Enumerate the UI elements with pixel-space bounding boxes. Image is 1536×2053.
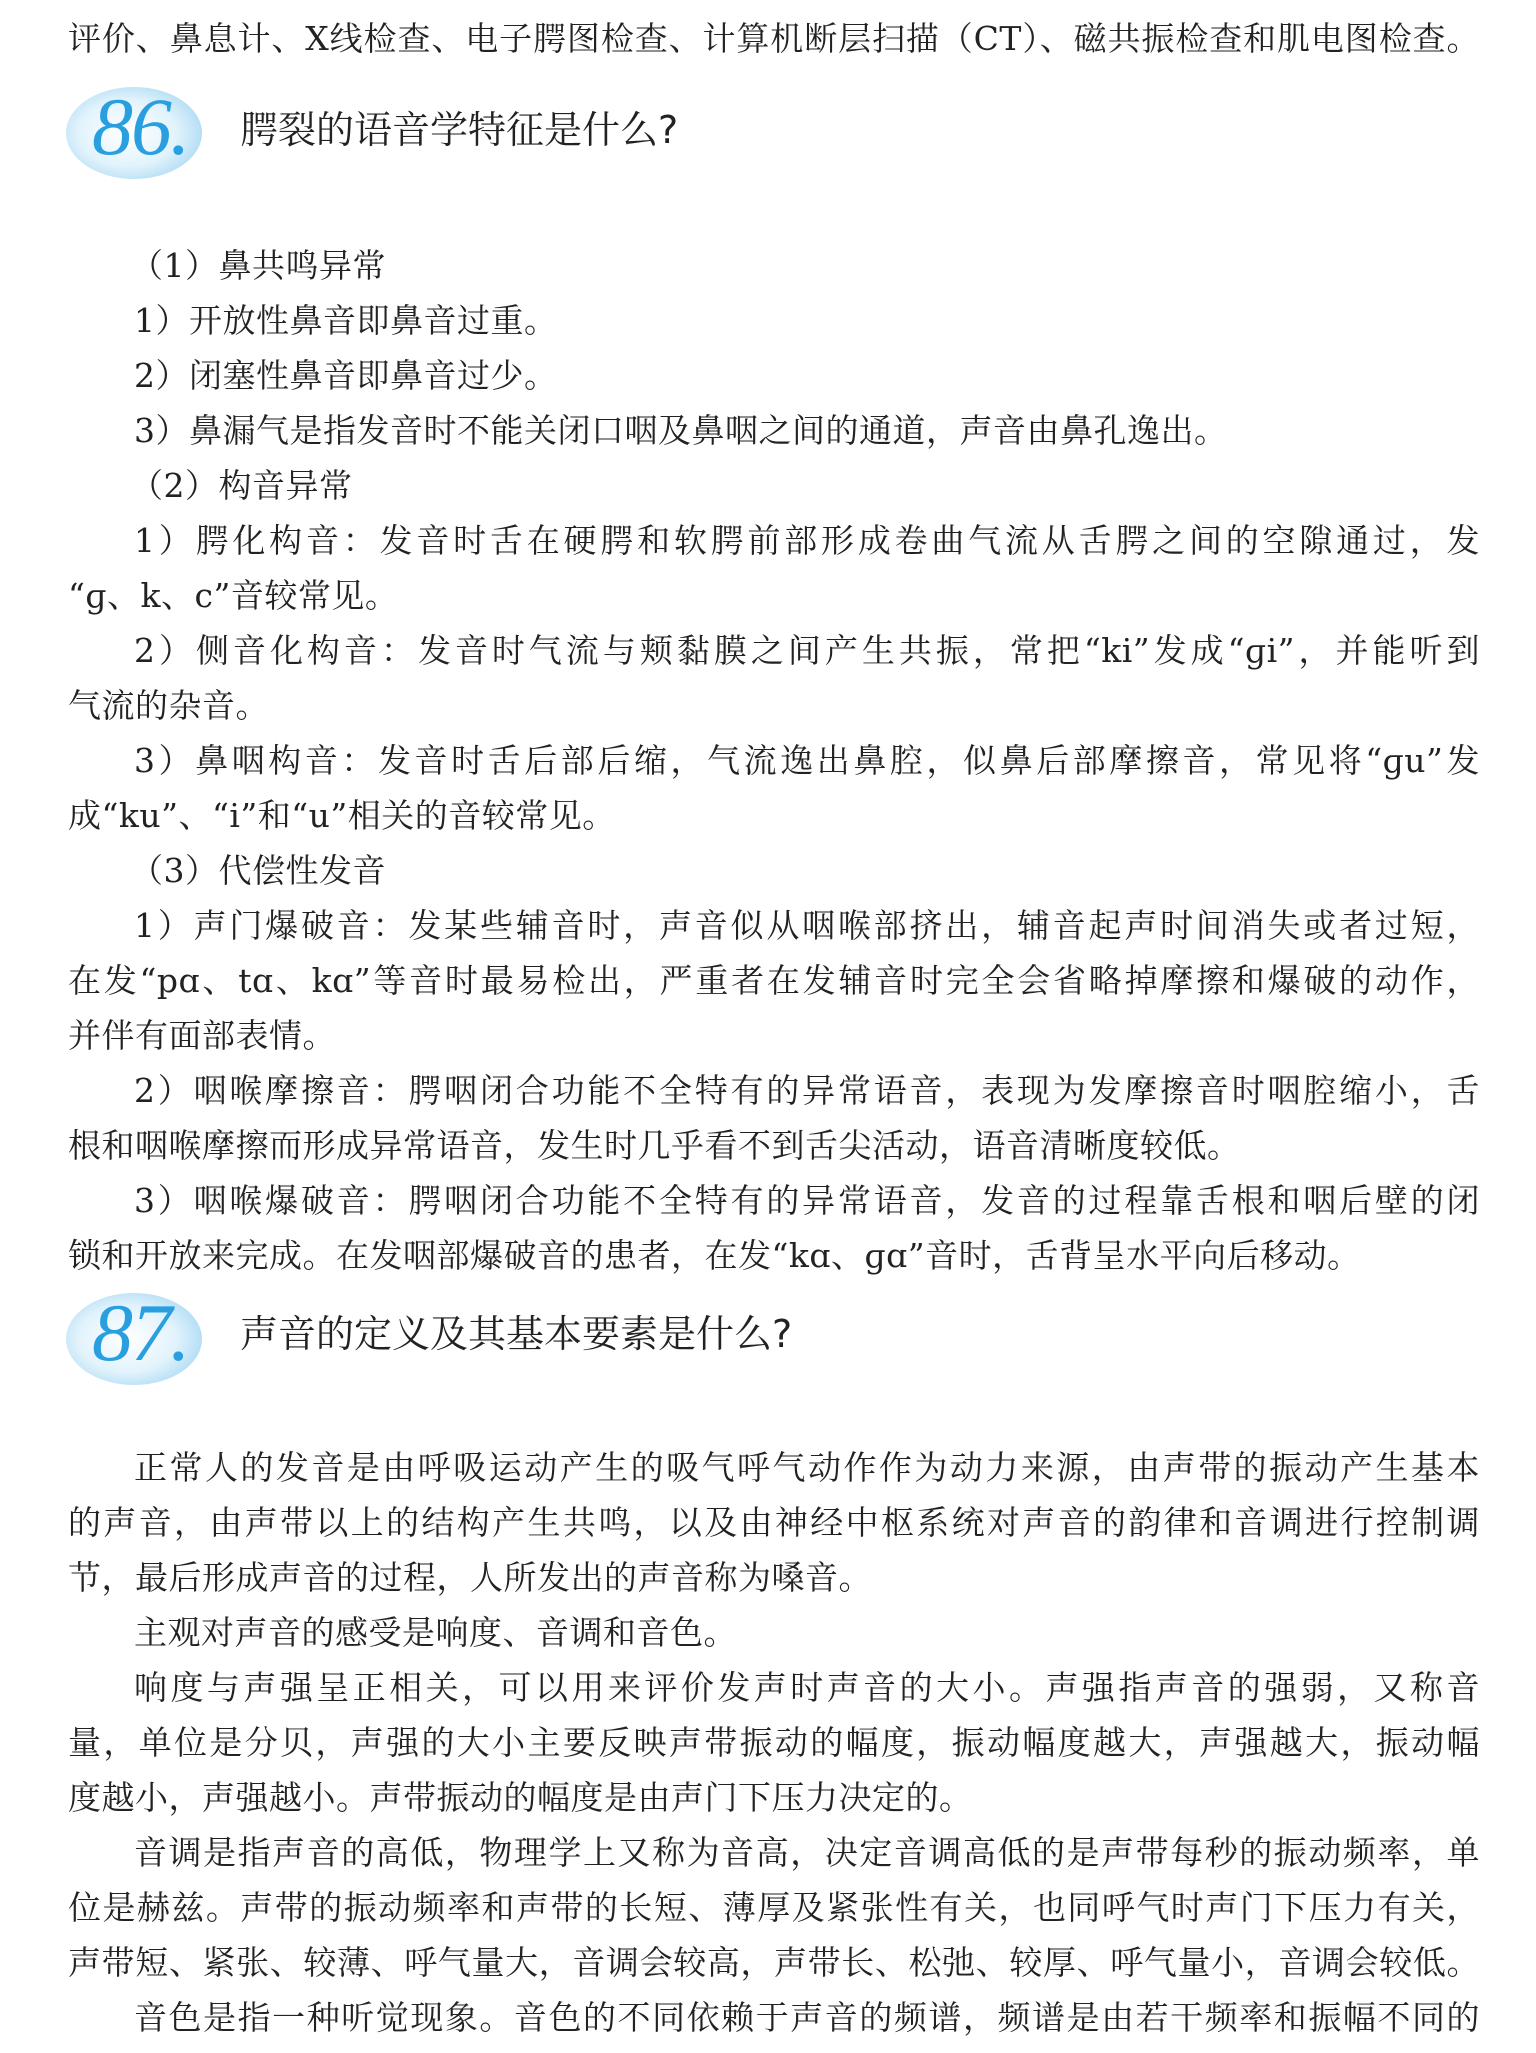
- paragraph: 正常人的发音是由呼吸运动产生的吸气呼气动作作为动力来源，由声带的振动产生基本: [134, 1448, 1480, 1487]
- paragraph: 声带短、紧张、较薄、呼气量大，音调会较高，声带长、松弛、较厚、呼气量小，音调会较低。: [68, 1943, 1480, 1982]
- paragraph: 在发“pɑ、tɑ、kɑ”等音时最易检出，严重者在发辅音时完全会省略掉摩擦和爆破的动作，: [68, 961, 1480, 1000]
- section-86-heading: [68, 76, 1480, 226]
- section-title: 腭裂的语音学特征是什么?: [240, 108, 679, 152]
- paragraph: 锁和开放来完成。在发咽部爆破音的患者，在发“kɑ、ɡɑ”音时，舌背呈水平向后移动。: [68, 1236, 1361, 1275]
- paragraph: 根和咽喉摩擦而形成异常语音，发生时几乎看不到舌尖活动，语音清晰度较低。: [68, 1126, 1241, 1165]
- paragraph: 音调是指声音的高低，物理学上又称为音高，决定音调高低的是声带每秒的振动频率，单: [134, 1833, 1480, 1872]
- heading-articulation: （2）构音异常: [130, 466, 353, 505]
- paragraph: 音色是指一种听觉现象。音色的不同依赖于声音的频谱，频谱是由若干频率和振幅不同的: [134, 1998, 1480, 2037]
- section-87-heading: [68, 1282, 1480, 1432]
- heading-compensatory: （3）代偿性发音: [130, 851, 386, 890]
- paragraph: 主观对声音的感受是响度、音调和音色。: [134, 1613, 737, 1652]
- section-number: 87.: [92, 1287, 189, 1378]
- paragraph: 成“ku”、“i”和“u”相关的音较常见。: [68, 796, 616, 835]
- paragraph: 位是赫兹。声带的振动频率和声带的长短、薄厚及紧张性有关，也同呼气时声门下压力有关，: [68, 1888, 1480, 1927]
- paragraph: 2）侧音化构音：发音时气流与颊黏膜之间产生共振，常把“ki”发成“ɡi”，并能听到: [134, 631, 1480, 670]
- paragraph: 度越小，声强越小。声带振动的幅度是由声门下压力决定的。: [68, 1778, 973, 1817]
- paragraph: 1）声门爆破音：发某些辅音时，声音似从咽喉部挤出，辅音起声时间消失或者过短，: [134, 906, 1480, 945]
- paragraph: 气流的杂音。: [68, 686, 269, 725]
- intro-line: 评价、鼻息计、X线检查、电子腭图检查、计算机断层扫描（CT）、磁共振检查和肌电图检查。: [68, 19, 1480, 58]
- section-86-body: [68, 238, 1480, 1283]
- paragraph: 1）开放性鼻音即鼻音过重。: [134, 301, 558, 340]
- section-title: 声音的定义及其基本要素是什么?: [240, 1312, 793, 1356]
- paragraph: “ɡ、k、c”音较常见。: [68, 576, 399, 615]
- paragraph: 响度与声强呈正相关，可以用来评价发声时声音的大小。声强指声音的强弱，又称音: [134, 1668, 1480, 1707]
- paragraph: 量，单位是分贝，声强的大小主要反映声带振动的幅度，振动幅度越大，声强越大，振动幅: [68, 1723, 1480, 1762]
- section-number-badge: [64, 1282, 214, 1392]
- section-number: 86.: [92, 81, 189, 172]
- paragraph: 3）咽喉爆破音：腭咽闭合功能不全特有的异常语音，发音的过程靠舌根和咽后壁的闭: [134, 1181, 1480, 1220]
- paragraph: 并伴有面部表情。: [68, 1016, 336, 1055]
- heading-nasal-resonance: （1）鼻共鸣异常: [130, 246, 386, 285]
- paragraph: 1）腭化构音：发音时舌在硬腭和软腭前部形成卷曲气流从舌腭之间的空隙通过，发: [134, 521, 1480, 560]
- section-87-body: [68, 1440, 1480, 2045]
- paragraph: 3）鼻咽构音：发音时舌后部后缩，气流逸出鼻腔，似鼻后部摩擦音，常见将“ɡu”发: [134, 741, 1480, 780]
- paragraph: 2）咽喉摩擦音：腭咽闭合功能不全特有的异常语音，表现为发摩擦音时咽腔缩小，舌: [134, 1071, 1480, 1110]
- paragraph: 的声音，由声带以上的结构产生共鸣，以及由神经中枢系统对声音的韵律和音调进行控制调: [68, 1503, 1480, 1542]
- paragraph: 2）闭塞性鼻音即鼻音过少。: [134, 356, 558, 395]
- section-number-badge: [64, 76, 214, 186]
- paragraph: 3）鼻漏气是指发音时不能关闭口咽及鼻咽之间的通道，声音由鼻孔逸出。: [134, 411, 1228, 450]
- paragraph: 节，最后形成声音的过程，人所发出的声音称为嗓音。: [68, 1558, 872, 1597]
